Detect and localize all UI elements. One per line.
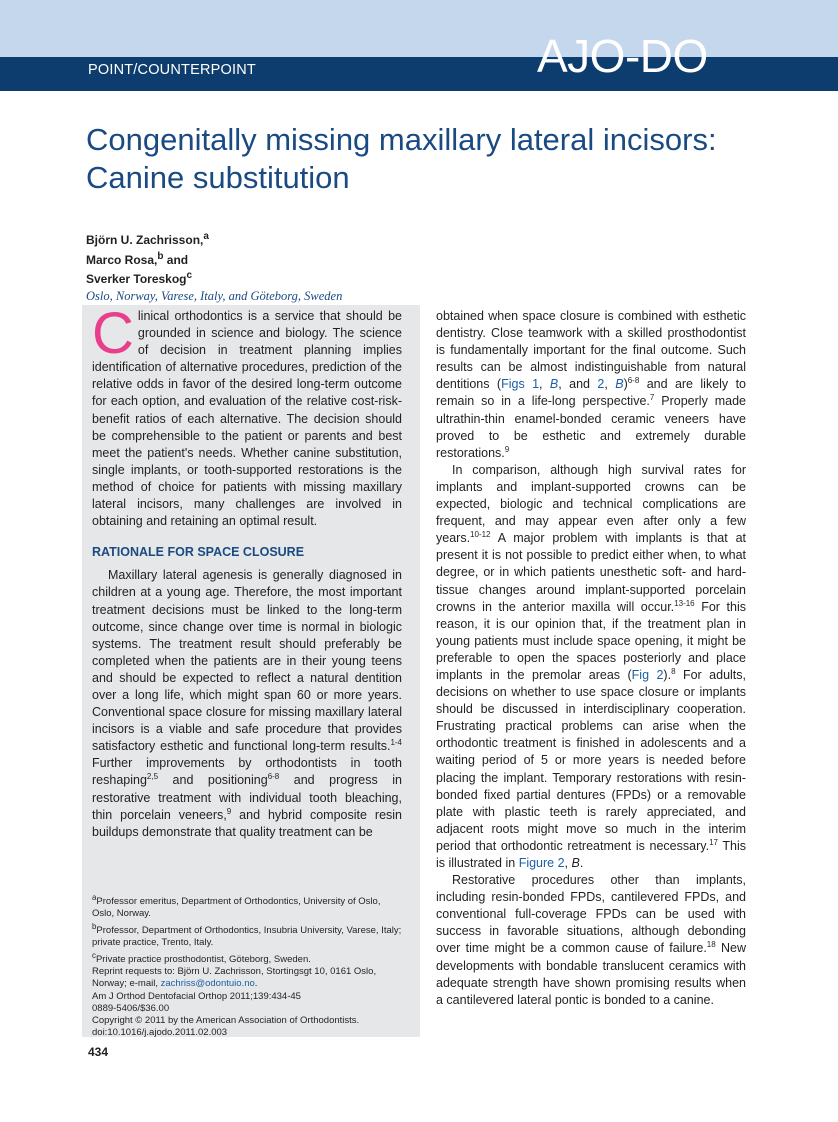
section-heading: RATIONALE FOR SPACE CLOSURE	[92, 545, 305, 560]
reference-marker: 6-8	[627, 376, 640, 386]
journal-logo: AJO-DO	[537, 30, 708, 82]
reference-marker: 6-8	[267, 772, 280, 782]
footnote-c: $^c$Private practice prosthodontist, Göteborg, Sweden.	[92, 950, 311, 965]
article-title-line-2: Canine substitution	[86, 160, 350, 195]
author-name: Marco Rosa,	[86, 252, 158, 267]
author-affiliation-mark: a	[203, 231, 209, 242]
article-title	[86, 121, 786, 197]
author-suffix: and	[163, 252, 189, 267]
header-top-band	[0, 0, 838, 57]
body-paragraph: In comparison, although high survival rates for implants and implant-supported crowns can be expected, biologic and technical complications are frequent, and may appear even after only a few years.$^{10-12}$ A major problem with implants is that at present it is not possible to predict either when, to what degree, or in which patients unesthetic soft- and hard-tissue changes around implant-supported porcelain crowns in the anterior maxilla will occur.$^{13-16}$ For this reason, it is our opinion that, if the treatment plan in young patients must include space opening, it might be preferable to open the spaces posteriorly and place implants in the premolar areas (Fig 2).$^8$ For adults, decisions on whether to use space closure or implants should be discussed in interdisciplinary cooperation. Frustrating practical problems can arise when the orthodontic treatment is finished in adolescents and a waiting period of 5 or more years is needed before placing the implant. Temporary restorations with resin-bonded fixed partial dentures (FPDs) or a removable plate with plastic teeth is rarely appreciated, and adjacent roots might move so much in the interim period that orthodontic retreatment is necessary.$^{17}$ This is illustrated in Figure 2, B.	[436, 462, 746, 870]
copyright: Copyright © 2011 by the American Association of Orthodontists.	[92, 1015, 360, 1027]
footnotes	[92, 892, 404, 1040]
body-paragraph: Restorative procedures other than implants, including resin-bonded FPDs, cantilevered FPDs, and conventional full-coverage FPDs can be used with success in favorable situations, although debonding over time might be a common cause of failure.$^{18}$ New developments with bondable translucent ceramics with adequate strength have shown promising results when a cantilevered lateral pontic is bonded to a canine.	[436, 873, 746, 1007]
reference-marker: 2,5	[146, 772, 159, 782]
reference-marker: 10-12	[470, 530, 491, 540]
author-line	[86, 249, 342, 269]
reference-marker: 7	[649, 393, 655, 403]
drop-cap: C	[92, 301, 134, 366]
reprint-requests: Reprint requests to: Björn U. Zachrisson, Stortingsgt 10, 0161 Oslo, Norway; e-mail, zachriss@odontuio.no.	[92, 965, 377, 990]
author-affiliation: Oslo, Norway, Varese, Italy, and Göteborg, Sweden	[86, 288, 343, 303]
reference-marker: 17	[709, 837, 718, 847]
author-affiliation-mark: b	[157, 250, 164, 262]
body-paragraph: Maxillary lateral agenesis is generally diagnosed in children at a young age. Therefore, the most important treatment decisions must be linked to the long-term outcome, since change over time is normal in biologic systems. The treatment result should preferably be completed when the patients are in their young teens and should be expected to reflect a natural dentition over a long life, which might span 60 or more years. Conventional space closure for missing maxillary lateral incisors is a viable and safe procedure that provides satisfactory esthetic and functional long-term results.$^{1-4}$ Further improvements by orthodontists in tooth reshaping$^{2,5}$ and positioning$^{6-8}$ and progress in restorative treatment with individual tooth bleaching, thin porcelain veneers,$^9$ and hybrid composite resin buildups demonstrate that quality treatment can be	[92, 568, 402, 839]
article-title-line-1: Congenitally missing maxillary lateral incisors:	[86, 122, 717, 157]
author-name: Sverker Toreskog	[86, 272, 187, 286]
figure-panel-label: B	[571, 856, 580, 870]
issn: 0889-5406/$36.00	[92, 1002, 170, 1014]
doi: doi:10.1016/j.ajodo.2011.02.003	[92, 1027, 228, 1039]
reference-marker: 9	[504, 444, 510, 454]
figure-link[interactable]: 2	[597, 377, 605, 392]
figure-link[interactable]: Figs 1	[501, 377, 540, 392]
reference-marker: 1-4	[390, 738, 402, 748]
body-paragraph: obtained when space closure is combined with esthetic dentistry. Close teamwork with a skilled prosthodontist is fundamentally important for the final outcome. Such results can be almost indistinguishable from natural dentitions (Figs 1, B, and 2, B)$^{6-8}$ and are likely to remain so in a life-long perspective.$^7$ Properly made ultrathin-thin enamel-bonded ceramic veneers have proved to be esthetic and extremely durable restorations.$^9$	[436, 309, 747, 460]
author-affiliation-mark: c	[186, 270, 193, 281]
author-name: Björn U. Zachrisson,	[86, 233, 204, 247]
left-column	[92, 301, 402, 841]
email-link[interactable]: zachriss@odontuio.no	[160, 978, 255, 990]
figure-link[interactable]: Figure 2	[518, 856, 565, 870]
figure-link[interactable]: B	[549, 377, 559, 392]
footnote-a: $^a$Professor emeritus, Department of Orthodontics, University of Oslo, Oslo, Norway.	[92, 893, 381, 920]
author-block	[86, 229, 342, 304]
figure-link[interactable]: Fig 2	[631, 667, 664, 682]
journal-citation: Am J Orthod Dentofacial Orthop 2011;139:434-45	[92, 990, 301, 1002]
intro-paragraph: Clinical orthodontics is a service that should be grounded in science and biology. The science of decision in treatment planning implies identification of alternative procedures, prediction of the relative odds in favor of the desired long-term outcome for each option, and evaluation of the relative cost-risk-benefit ratios of each alternative. The decision should be comprehensible to the patient or parents and best meet the patient's needs. Whether canine substitution, single implants, or tooth-supported restorations is the method of choice for patients with missing maxillary lateral incisors, many challenges are involved in obtaining and retaining an optimal result.	[92, 301, 402, 529]
footnote-b: $^b$Professor, Department of Orthodontics, Insubria University, Varese, Italy; private practice, Trento, Italy.	[92, 921, 402, 949]
author-line	[86, 229, 342, 249]
right-column	[436, 308, 746, 1009]
reference-marker: 18	[706, 940, 716, 950]
section-label: POINT/COUNTERPOINT	[88, 62, 256, 78]
page-number: 434	[88, 1045, 109, 1059]
reference-marker: 9	[226, 806, 232, 816]
author-line	[86, 268, 342, 288]
figure-link[interactable]: B	[615, 377, 624, 392]
reference-marker: 13-16	[674, 598, 695, 608]
reference-marker: 8	[671, 666, 676, 676]
